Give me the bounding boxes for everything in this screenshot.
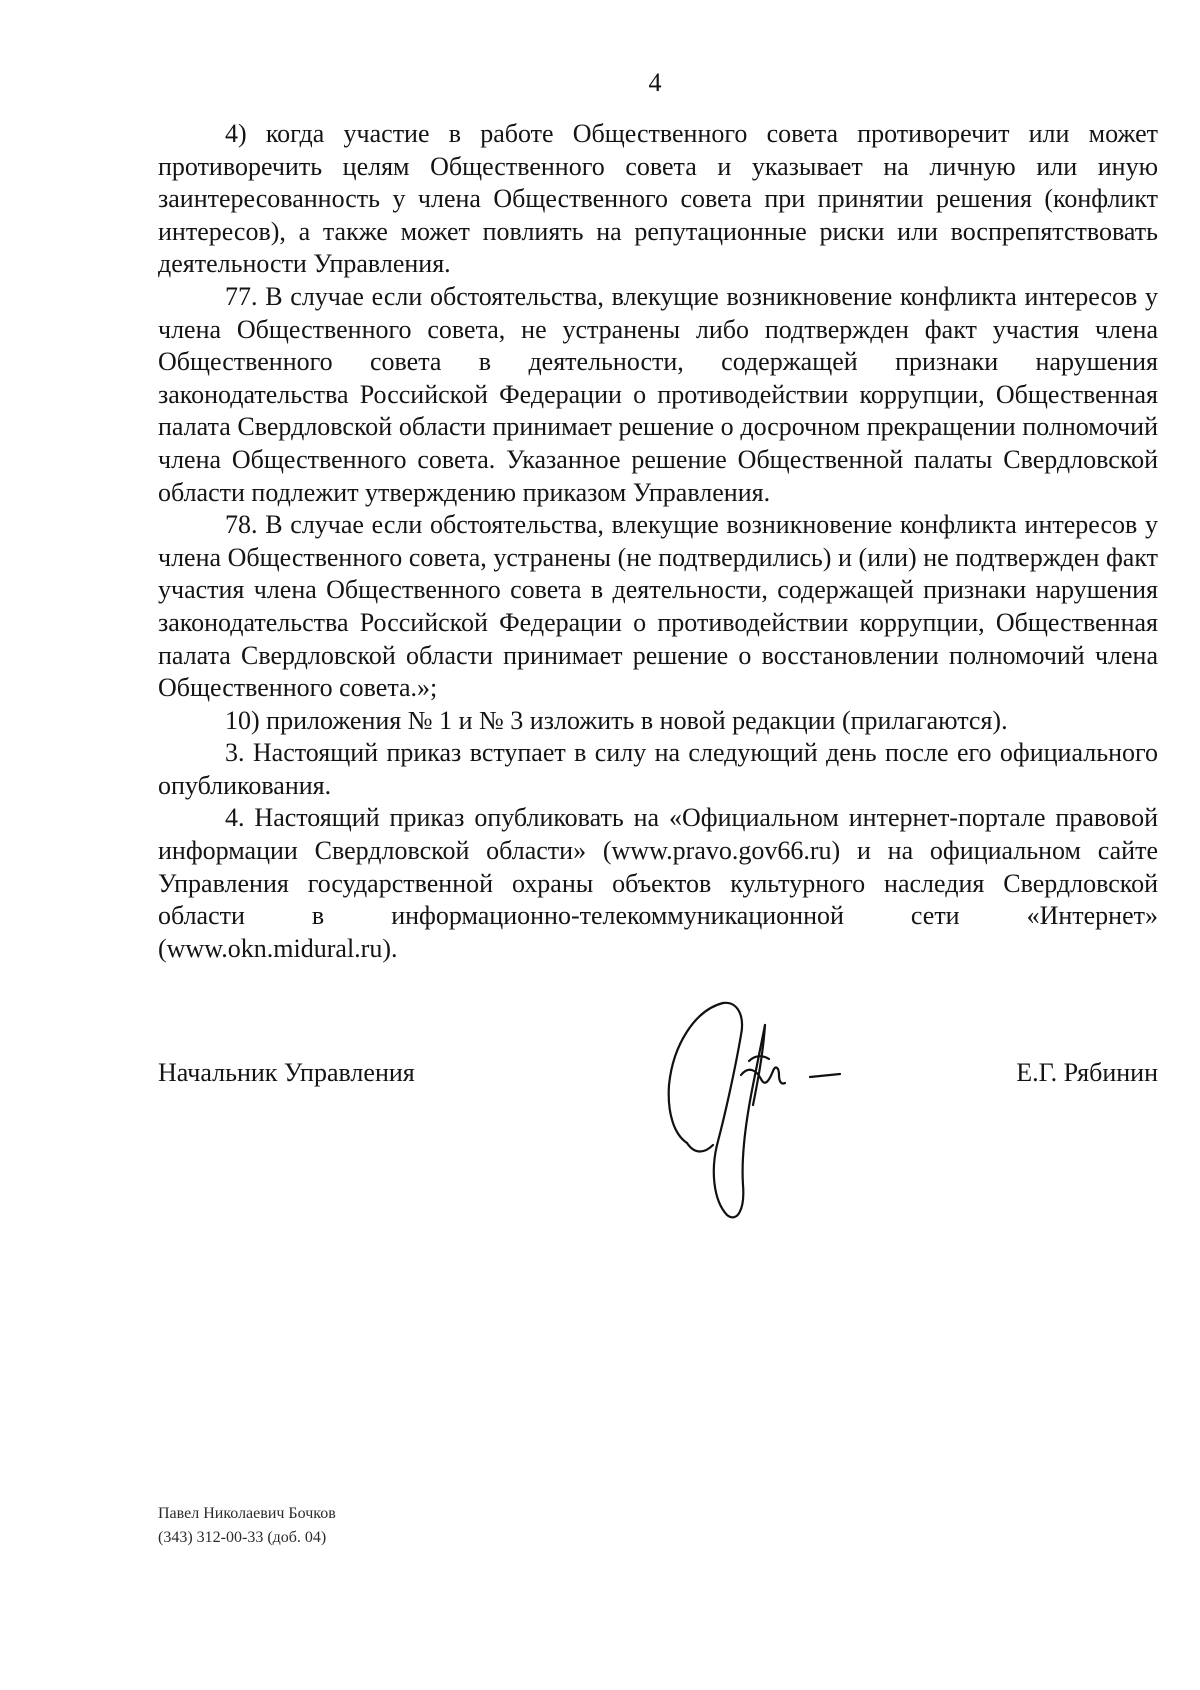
paragraph-item-4: 4) когда участие в работе Общественного совета противоречит или может противоречить целям Общественного совета и указывает на личную или иную заинтересованность у члена Общественного совета при принятии решения (конфликт интересов), а также может повлиять на репутационные риски или воспрепятствовать деятельности Управления. [158, 119, 1158, 279]
paragraph-clause-78: 78. В случае если обстоятельства, влекущие возникновение конфликта интересов у члена Общественного совета, устранены (не подтвердились) и (или) не подтвержден факт участия члена Общественного совета в деятельности, содержащей признаки нарушения законодательства Российской Федерации о противодействии коррупции, Общественная палата Свердловской области принимает решение о восстановлении полномочий члена Общественного совета.»; [158, 510, 1158, 703]
paragraph-point-4: 4. Настоящий приказ опубликовать на «Официальном интернет-портале правовой информации Свердловской области» (www.pravo.gov66.ru) и на официальном сайте Управления государственной охраны объектов культурного наследия Свердловской области в информационно-телекоммуникационной сети «Интернет» (www.okn.midural.ru). [158, 803, 1158, 963]
document-body [158, 118, 1158, 965]
contact-phone: (343) 312-00-33 (доб. 04) [158, 1529, 327, 1546]
paragraph-point-3: 3. Настоящий приказ вступает в силу на следующий день после его официального опубликования. [158, 738, 1158, 800]
page-number: 4 [648, 68, 662, 97]
contact-person: Павел Николаевич Бочков [158, 1505, 336, 1522]
signatory-role: Начальник Управления [158, 1058, 415, 1087]
signatory-name: Е.Г. Рябинин [1016, 1058, 1158, 1087]
handwritten-signature [665, 995, 875, 1225]
paragraph-item-10: 10) приложения № 1 и № 3 изложить в новой редакции (прилагаются). [225, 705, 1008, 735]
contact-info [158, 1502, 336, 1550]
paragraph-clause-77: 77. В случае если обстоятельства, влекущие возникновение конфликта интересов у члена Общественного совета, не устранены либо подтвержден факт участия члена Общественного совета в деятельности, содержащей признаки нарушения законодательства Российской Федерации о противодействии коррупции, Общественная палата Свердловской области принимает решение о досрочном прекращении полномочий члена Общественного совета. Указанное решение Общественной палаты Свердловской области подлежит утверждению приказом Управления. [158, 281, 1158, 507]
